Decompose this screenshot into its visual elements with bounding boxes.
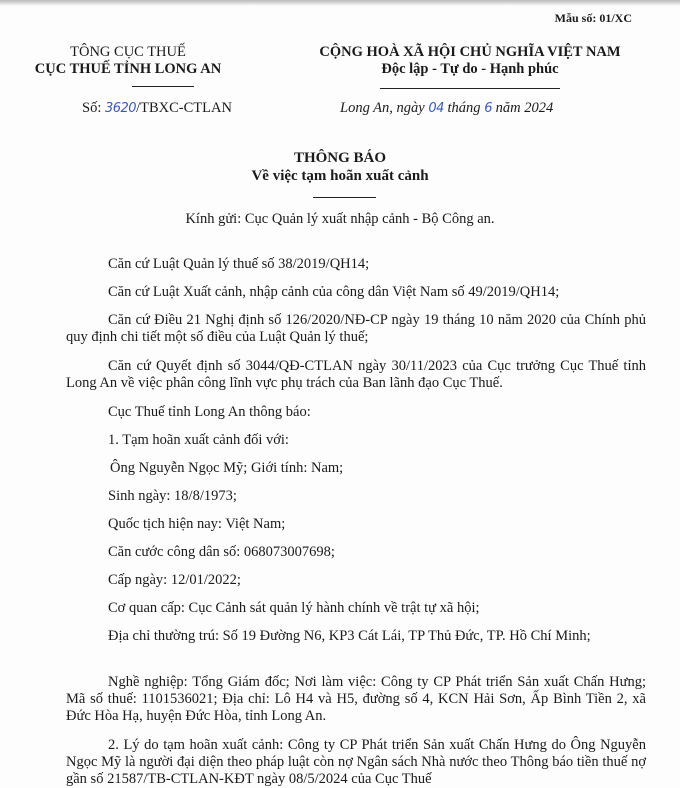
body-paragraph-announcement [66, 404, 646, 421]
body-section-1-heading [66, 432, 646, 449]
paragraph-text: Địa chỉ thường trú: Số 19 Đường N6, KP3 Cát Lái, TP Thủ Đức, TP. Hồ Chí Minh; [108, 628, 591, 644]
body-paragraph-legal-basis-2 [66, 284, 646, 301]
paragraph-text: Căn cứ Điều 21 Nghị định số 126/2020/NĐ-CP ngày 19 tháng 10 năm 2020 của Chính phủ quy định chi tiết một số điều của Luật Quản lý thuế; [66, 312, 646, 345]
agency-divider [132, 86, 194, 87]
paragraph-text: Căn cứ Luật Quản lý thuế số 38/2019/QH14; [108, 256, 370, 272]
title-divider [313, 197, 376, 198]
form-code: Mẫu số: 01/XC [554, 11, 632, 25]
person-id-issue-date [66, 572, 646, 589]
document-title: THÔNG BÁO [293, 150, 387, 166]
paragraph-text: Căn cứ Quyết định số 3044/QĐ-CTLAN ngày 30/11/2023 của Cục trưởng Cục Thuế tỉnh Long An về việc phân công lĩnh vực phụ trách của Ban lãnh đạo Cục Thuế. [66, 358, 646, 391]
month-handwritten: 6 [484, 101, 492, 116]
paragraph-text: Ông Nguyễn Ngọc Mỹ; Giới tính: Nam; [110, 460, 344, 476]
person-id-issuer [66, 600, 646, 617]
place-date-prefix: Long An, ngày [340, 100, 429, 116]
person-occupation-workplace [66, 674, 646, 725]
recipient-line: Kính gửi: Cục Quản lý xuất nhập cảnh - Bộ Công an. [185, 211, 495, 227]
month-label: tháng [443, 100, 485, 116]
paragraph-text: Cơ quan cấp: Cục Cảnh sát quản lý hành chính về trật tự xã hội; [108, 600, 480, 616]
paragraph-text: Nghề nghiệp: Tổng Giám đốc; Nơi làm việc: Công ty CP Phát triển Sản xuất Chấn Hưng; Mã số thuế: 1101536021; Địa chỉ: Lô H4 và H5, đường số 4, KCN Hải Sơn, Ấp Bình Tiền 2, xã Đức Hòa Hạ, huyện Đức Hòa, tỉnh Long An. [66, 674, 646, 724]
national-motto: Độc lập - Tự do - Hạnh phúc [381, 61, 559, 77]
person-id-number [66, 544, 646, 561]
body-paragraph-legal-basis-4 [66, 358, 646, 392]
paragraph-text: Sinh ngày: 18/8/1973; [108, 488, 237, 504]
paragraph-text: 1. Tạm hoãn xuất cảnh đối với: [108, 432, 289, 448]
paragraph-text: Quốc tịch hiện nay: Việt Nam; [108, 516, 286, 532]
place-and-date [340, 100, 553, 117]
day-handwritten: 04 [428, 101, 444, 116]
paragraph-text: Căn cước công dân số: 068073007698; [108, 544, 335, 560]
document-number [82, 100, 232, 117]
year-label: năm 2024 [491, 100, 554, 116]
person-name-gender [66, 460, 646, 477]
paragraph-text: Cấp ngày: 12/01/2022; [108, 572, 241, 588]
motto-divider [380, 88, 560, 89]
document-subtitle: Về việc tạm hoãn xuất cảnh [251, 168, 429, 184]
issuing-agency: CỤC THUẾ TỈNH LONG AN [34, 61, 222, 77]
parent-agency: TÔNG CỤC THUẾ [70, 44, 186, 60]
body-paragraph-legal-basis-3 [66, 312, 646, 346]
body-section-2-reason [66, 737, 646, 788]
national-title: CỘNG HOÀ XÃ HỘI CHỦ NGHĨA VIỆT NAM [319, 44, 621, 60]
paragraph-text: Căn cứ Luật Xuất cảnh, nhập cảnh của công dân Việt Nam số 49/2019/QH14; [108, 284, 560, 300]
document-number-suffix: /TBXC-CTLAN [136, 100, 232, 116]
person-permanent-address [66, 628, 646, 645]
document-number-handwritten: 3620 [104, 101, 137, 116]
paragraph-text: Cục Thuế tỉnh Long An thông báo: [108, 404, 311, 420]
paragraph-text: 2. Lý do tạm hoãn xuất cảnh: Công ty CP Phát triển Sản xuất Chấn Hưng do Ông Nguyễn Ngọc Mỹ là người đại diện theo pháp luật còn nợ Ngân sách Nhà nước theo Thông báo tiền thuế nợ gần số 21587/TB-CTLAN-KĐT ngày 08/5/2024 của Cục Thuế [66, 737, 646, 787]
body-paragraph-legal-basis-1 [66, 256, 646, 273]
document-number-prefix: Số: [82, 100, 105, 116]
person-nationality [66, 516, 646, 533]
person-birth-date [66, 488, 646, 505]
